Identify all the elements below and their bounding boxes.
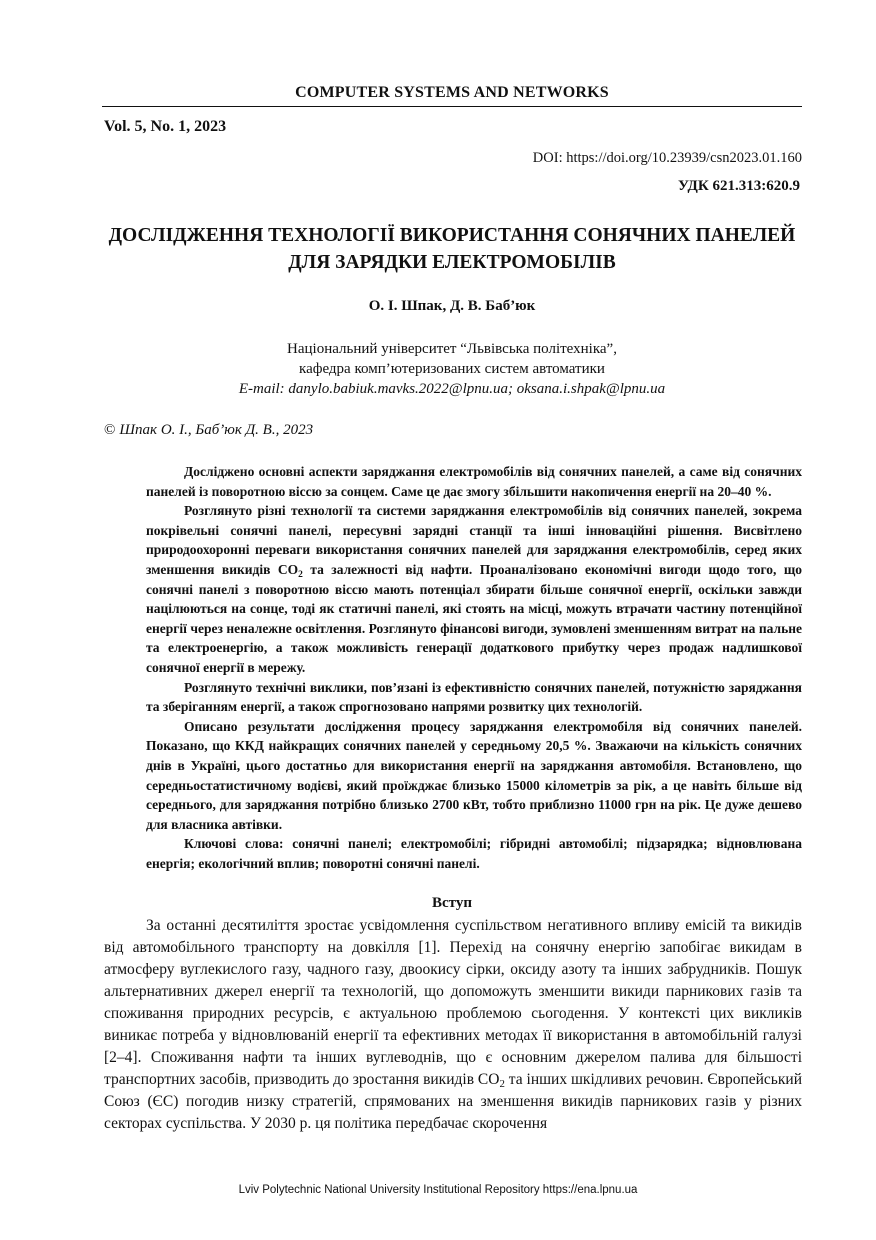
- author-emails[interactable]: E-mail: danylo.babiuk.mavks.2022@lpnu.ua; oksana.i.shpak@lpnu.ua: [238, 381, 666, 397]
- affiliation: [102, 339, 802, 399]
- abstract-paragraph: Розглянуто технічні виклики, пов’язані із ефективністю сонячних панелей, потужністю заряджання та зберіганням енергії, а також спрогнозовано напрями розвитку цих технологій.: [146, 679, 802, 715]
- copyright-holders: Шпак О. І., Баб’юк Д. В., 2023: [119, 422, 314, 438]
- copyright-symbol: ©: [104, 422, 116, 438]
- abstract: [146, 462, 802, 873]
- udk-code: [678, 178, 800, 195]
- article-title: ДОСЛІДЖЕННЯ ТЕХНОЛОГІЇ ВИКОРИСТАННЯ СОНЯЧНИХ ПАНЕЛЕЙ ДЛЯ ЗАРЯДКИ ЕЛЕКТРОМОБІЛІВ: [108, 225, 796, 273]
- authors: О. І. Шпак, Д. В. Баб’юк: [368, 298, 536, 314]
- intro-body: [104, 915, 802, 1135]
- copyright: [104, 422, 313, 439]
- volume-info: Vol. 5, No. 1, 2023: [104, 118, 227, 135]
- udk-label: УДК: [678, 178, 709, 194]
- journal-title: COMPUTER SYSTEMS AND NETWORKS: [295, 84, 609, 101]
- body-paragraph: За останні десятиліття зростає усвідомлення суспільством негативного впливу емісій та викидів від автомобільного транспорту на довкілля [1]. Перехід на сонячну енергію запобігає викидам в атмосферу вуглекислого газу, чадного газу, двоокису сірки, оксиду азоту та інших забрудників. Пошук альтернативних джерел енергії та технологій, що допоможуть зменшити викиди парникових газів та споживання природних ресурсів, є актуальною проблемою сьогодення. У контексті цих викликів виникає потреба у відновлюваній енергії та ефективних методах її використання в автомобільній галузі [2–4]. Споживання нафти та інших вуглеводнів, що є основним джерелом палива для більшості транспортних засобів, призводить до зростання викидів $CO_2$ та інших шкідливих речовин. Європейський Союз (ЄС) погодив низку стратегій, спрямованих на зменшення викидів парникових газів у різних секторах суспільства. У 2030 р. ця політика передбачає скорочення: [104, 917, 803, 1132]
- repository-footer: Lviv Polytechnic National University Institutional Repository https://ena.lpnu.ua: [238, 1184, 638, 1196]
- doi-link[interactable]: DOI: https://doi.org/10.23939/csn2023.01.160: [532, 150, 802, 166]
- keywords: Ключові слова: сонячні панелі; електромобілі; гібридні автомобілі; підзарядка; відновлювана енергія; екологічний вплив; поворотні сонячні панелі.: [146, 836, 802, 871]
- section-heading-intro: Вступ: [432, 895, 472, 911]
- abstract-paragraph: Розглянуто різні технології та системи заряджання електромобілів від сонячних панелей, зокрема покрівельні сонячні панелі, пересувні зарядні станції та інші інноваційні рішення. Висвітлено природоохоронні переваги використання сонячних панелей для заряджання електромобілів, серед яких зменшення викидів $CO_2$ та залежності від нафти. Проаналізовано економічні вигоди щодо того, що сонячні панелі з поворотною віссю мають потенціал збирати більше сонячної енергії, оскільки завжди націлюються на сонце, тоді як статичні панелі, які стоять на місці, можуть втрачати частину потенційної енергії через неналежне освітлення. Розглянуто фінансові вигоди, зумовлені зменшенням витрат на пальне та електроенергію, а також можливість генерації додаткового прибутку через продаж надлишкової сонячної енергії в мережу.: [146, 503, 802, 675]
- udk-value: 621.313:620.9: [712, 178, 800, 194]
- abstract-paragraph: Описано результати дослідження процесу заряджання електромобіля від сонячних панелей. Показано, що ККД найкращих сонячних панелей у середньому 20,5 %. Зважаючи на кількість сонячних днів в Україні, цього достатньо для використання енергії на заряджання автомобіля. Встановлено, що середньостатистичному водієві, який проїжджає близько 15000 кілометрів за рік, а це навіть більше від середнього, для заряджання потрібно близько 2700 кВт, тобто приблизно 11000 грн на рік. Це дуже дешево для власника автівки.: [146, 718, 802, 832]
- affiliation-department: кафедра комп’ютеризованих систем автоматики: [299, 361, 605, 377]
- abstract-paragraph: Досліджено основні аспекти заряджання електромобілів від сонячних панелей, а саме від сонячних панелей із поворотною віссю за сонцем. Саме це дає змогу збільшити накопичення енергії на 20–40 %.: [146, 464, 802, 499]
- header-divider: [102, 106, 802, 107]
- affiliation-university: Національний університет “Львівська політехніка”,: [287, 341, 617, 357]
